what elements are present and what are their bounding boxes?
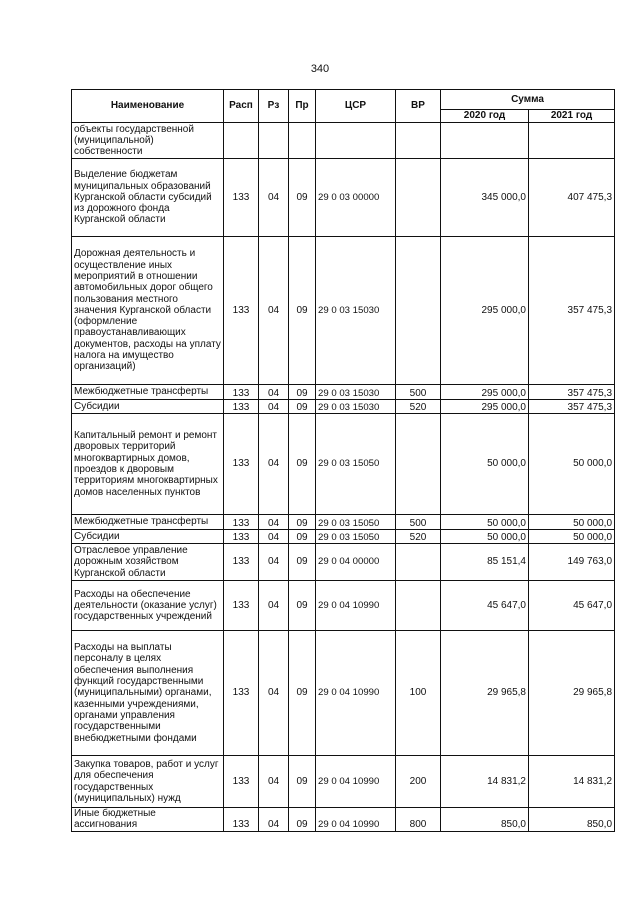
cell-name: Расходы на выплаты персоналу в целях обеспечения выполнения функций государственными (муниципальными) органами, казенными учреждениями, органами управления государственными внебюджетными фондами	[72, 631, 224, 756]
cell-rz: 04	[259, 400, 289, 414]
cell-name: Иные бюджетные ассигнования	[72, 808, 224, 832]
cell-sum-2021: 149 763,0	[529, 544, 615, 581]
cell-sum-2020: 45 647,0	[441, 581, 529, 631]
cell-sum-2021: 850,0	[529, 808, 615, 832]
cell-pr: 09	[289, 530, 316, 544]
cell-vr: 500	[396, 385, 441, 400]
cell-rasp: 133	[224, 385, 259, 400]
cell-name: Дорожная деятельность и осуществление иных мероприятий в отношении автомобильных дорог общего пользования местного значения Курганской области (оформление правоустанавливающих документов, расходы на уплату налога на имущество организаций)	[72, 237, 224, 385]
cell-rasp: 133	[224, 631, 259, 756]
table-row	[72, 515, 615, 530]
cell-vr	[396, 581, 441, 631]
cell-sum-2021: 50 000,0	[529, 515, 615, 530]
header-vr: ВР	[396, 90, 441, 123]
page-number: 340	[310, 63, 330, 75]
cell-csr: 29 0 04 10990	[316, 808, 396, 832]
header-2020: 2020 год	[441, 110, 529, 123]
header-pr: Пр	[289, 90, 316, 123]
cell-sum-2021: 357 475,3	[529, 385, 615, 400]
table-row	[72, 385, 615, 400]
cell-csr	[316, 123, 396, 159]
cell-vr	[396, 544, 441, 581]
cell-name: Выделение бюджетам муниципальных образований Курганской области субсидий из дорожного фонда Курганской области	[72, 159, 224, 237]
header-rz: Рз	[259, 90, 289, 123]
table-row	[72, 581, 615, 631]
cell-sum-2020: 85 151,4	[441, 544, 529, 581]
cell-rasp: 133	[224, 581, 259, 631]
cell-sum-2020: 850,0	[441, 808, 529, 832]
cell-rz	[259, 123, 289, 159]
cell-pr: 09	[289, 237, 316, 385]
cell-name: Субсидии	[72, 400, 224, 414]
cell-csr: 29 0 03 15050	[316, 515, 396, 530]
cell-vr: 520	[396, 530, 441, 544]
cell-name: Субсидии	[72, 530, 224, 544]
cell-vr: 500	[396, 515, 441, 530]
cell-vr: 520	[396, 400, 441, 414]
cell-name: Отраслевое управление дорожным хозяйством Курганской области	[72, 544, 224, 581]
header-sum: Сумма	[441, 90, 615, 110]
table-row	[72, 808, 615, 832]
cell-vr	[396, 414, 441, 515]
cell-rz: 04	[259, 581, 289, 631]
cell-pr: 09	[289, 808, 316, 832]
cell-vr	[396, 123, 441, 159]
cell-csr: 29 0 04 10990	[316, 631, 396, 756]
cell-rz: 04	[259, 544, 289, 581]
cell-csr: 29 0 03 15050	[316, 530, 396, 544]
table-row	[72, 631, 615, 756]
cell-sum-2021: 14 831,2	[529, 756, 615, 808]
cell-rz: 04	[259, 530, 289, 544]
cell-pr: 09	[289, 544, 316, 581]
cell-sum-2021: 45 647,0	[529, 581, 615, 631]
cell-sum-2020: 295 000,0	[441, 385, 529, 400]
cell-rz: 04	[259, 756, 289, 808]
table-row	[72, 756, 615, 808]
cell-sum-2021: 407 475,3	[529, 159, 615, 237]
cell-csr: 29 0 04 00000	[316, 544, 396, 581]
cell-sum-2021: 357 475,3	[529, 237, 615, 385]
cell-rasp: 133	[224, 544, 259, 581]
cell-sum-2020: 14 831,2	[441, 756, 529, 808]
cell-name: Межбюджетные трансферты	[72, 515, 224, 530]
header-rasp: Расп	[224, 90, 259, 123]
cell-pr: 09	[289, 400, 316, 414]
table-row	[72, 530, 615, 544]
cell-rz: 04	[259, 159, 289, 237]
cell-pr: 09	[289, 515, 316, 530]
cell-sum-2021: 50 000,0	[529, 414, 615, 515]
cell-sum-2020: 50 000,0	[441, 414, 529, 515]
table-body	[72, 123, 615, 832]
cell-rasp: 133	[224, 400, 259, 414]
header-csr: ЦСР	[316, 90, 396, 123]
cell-sum-2021	[529, 123, 615, 159]
table-row	[72, 414, 615, 515]
cell-sum-2020: 50 000,0	[441, 530, 529, 544]
cell-pr: 09	[289, 581, 316, 631]
cell-pr: 09	[289, 385, 316, 400]
cell-pr: 09	[289, 159, 316, 237]
cell-name: Капитальный ремонт и ремонт дворовых территорий многоквартирных домов, проездов к дворовым территориям многоквартирных домов населенных пунктов	[72, 414, 224, 515]
cell-name: Закупка товаров, работ и услуг для обеспечения государственных (муниципальных) нужд	[72, 756, 224, 808]
cell-vr: 200	[396, 756, 441, 808]
cell-sum-2020: 295 000,0	[441, 237, 529, 385]
cell-vr	[396, 237, 441, 385]
table-row	[72, 237, 615, 385]
cell-sum-2020: 50 000,0	[441, 515, 529, 530]
cell-pr: 09	[289, 631, 316, 756]
header-name: Наименование	[72, 90, 224, 123]
budget-table	[71, 89, 615, 832]
cell-rz: 04	[259, 515, 289, 530]
cell-name: Расходы на обеспечение деятельности (оказание услуг) государственных учреждений	[72, 581, 224, 631]
cell-pr: 09	[289, 414, 316, 515]
cell-vr: 800	[396, 808, 441, 832]
cell-rz: 04	[259, 414, 289, 515]
cell-rasp: 133	[224, 756, 259, 808]
cell-rz: 04	[259, 385, 289, 400]
cell-rasp: 133	[224, 515, 259, 530]
cell-rz: 04	[259, 631, 289, 756]
cell-csr: 29 0 03 15030	[316, 400, 396, 414]
table-header	[72, 90, 615, 123]
cell-rasp: 133	[224, 237, 259, 385]
cell-rz: 04	[259, 237, 289, 385]
table-row	[72, 159, 615, 237]
cell-csr: 29 0 03 15030	[316, 237, 396, 385]
cell-csr: 29 0 04 10990	[316, 581, 396, 631]
table-row	[72, 400, 615, 414]
cell-sum-2020	[441, 123, 529, 159]
cell-rasp: 133	[224, 808, 259, 832]
cell-sum-2020: 345 000,0	[441, 159, 529, 237]
cell-name: объекты государственной (муниципальной) собственности	[72, 123, 224, 159]
table-row	[72, 123, 615, 159]
cell-rasp: 133	[224, 414, 259, 515]
cell-sum-2020: 29 965,8	[441, 631, 529, 756]
cell-rz: 04	[259, 808, 289, 832]
header-2021: 2021 год	[529, 110, 615, 123]
cell-vr: 100	[396, 631, 441, 756]
cell-rasp: 133	[224, 530, 259, 544]
cell-rasp	[224, 123, 259, 159]
cell-name: Межбюджетные трансферты	[72, 385, 224, 400]
cell-sum-2021: 29 965,8	[529, 631, 615, 756]
cell-sum-2020: 295 000,0	[441, 400, 529, 414]
cell-sum-2021: 50 000,0	[529, 530, 615, 544]
cell-vr	[396, 159, 441, 237]
cell-csr: 29 0 03 00000	[316, 159, 396, 237]
table-row	[72, 544, 615, 581]
cell-pr: 09	[289, 756, 316, 808]
cell-csr: 29 0 03 15050	[316, 414, 396, 515]
cell-rasp: 133	[224, 159, 259, 237]
cell-sum-2021: 357 475,3	[529, 400, 615, 414]
cell-csr: 29 0 04 10990	[316, 756, 396, 808]
cell-csr: 29 0 03 15030	[316, 385, 396, 400]
cell-pr	[289, 123, 316, 159]
